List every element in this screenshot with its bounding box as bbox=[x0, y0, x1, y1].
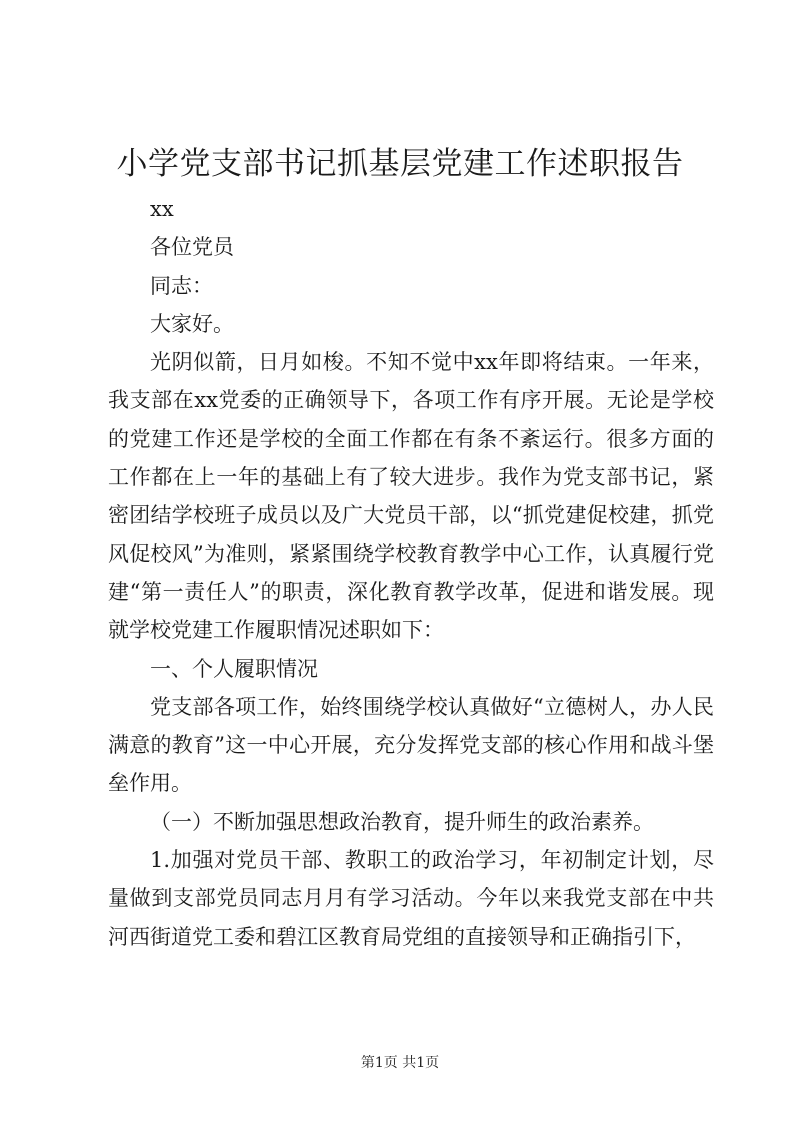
subsection-heading-1: （一）不断加强思想政治教育，提升师生的政治素养。 bbox=[150, 809, 654, 834]
document-title: 小学党支部书记抓基层党建工作述职报告 bbox=[116, 146, 684, 182]
paragraph-salutation-1: 各位党员 bbox=[150, 235, 234, 260]
page-footer: 第1页 共1页 bbox=[360, 1055, 440, 1071]
paragraph-salutation-2: 同志： bbox=[150, 273, 213, 298]
section-heading-1: 一、个人履职情况 bbox=[150, 656, 318, 681]
paragraph-item-1: 1.加强对党员干部、教职工的政治学习，年初制定计划，尽量做到支部党员同志月月有学习活动。今年以来我党支部在中共河西街道党工委和碧江区教育局党组的直接领导和正确指引下， bbox=[108, 848, 714, 949]
document-body bbox=[108, 190, 714, 956]
paragraph-intro: 光阴似箭，日月如梭。不知不觉中xx年即将结束。一年来，我支部在xx党委的正确领导下，各项工作有序开展。无论是学校的党建工作还是学校的全面工作都在有条不紊运行。很多方面的工作都在上一年的基础上有了较大进步。我作为党支部书记，紧密团结学校班子成员以及广大党员干部，以“抓党建促校建，抓党风促校风”为准则，紧紧围绕学校教育教学中心工作，认真履行党建“第一责任人”的职责，深化教育教学改革，促进和谐发展。现就学校党建工作履职情况述职如下： bbox=[108, 350, 714, 643]
paragraph-section-1: 党支部各项工作，始终围绕学校认真做好“立德树人，办人民满意的教育”这一中心开展，充分发挥党支部的核心作用和战斗堡垒作用。 bbox=[108, 694, 714, 796]
paragraph-greeting: 大家好。 bbox=[150, 311, 234, 336]
paragraph-author: xx bbox=[150, 197, 174, 221]
